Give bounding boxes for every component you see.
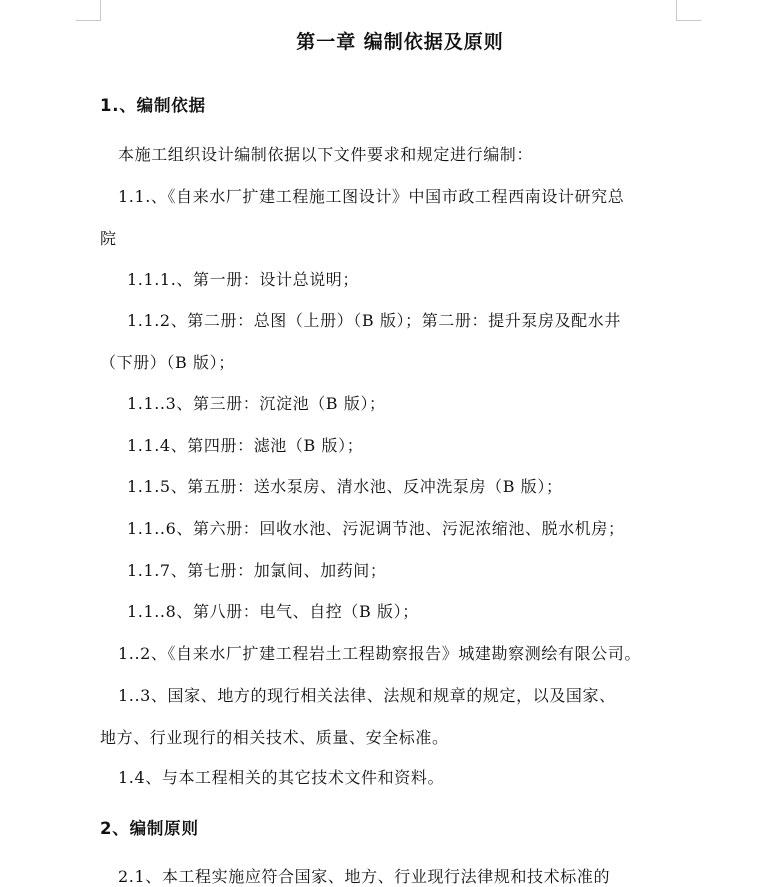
paragraph-2-1-partial: 2.1、本工程实施应符合国家、地方、行业现行法律规和技术标准的 bbox=[118, 867, 611, 886]
chapter-title: 第一章 编制依据及原则 bbox=[296, 31, 504, 53]
paragraph-1-3-line1: 1..3、国家、地方的现行相关法律、法规和规章的规定，以及国家、 bbox=[118, 686, 616, 705]
paragraph-1-1-3: 1.1..3、第三册：沉淀池（B 版）； bbox=[127, 394, 386, 413]
paragraph-1-1-2-line2: （下册）（B 版）； bbox=[100, 353, 235, 372]
paragraph-1-1-4: 1.1.4、第四册：滤池（B 版）； bbox=[127, 436, 364, 455]
paragraph-1-1-8: 1.1..8、第八册：电气、自控（B 版）； bbox=[127, 602, 419, 621]
paragraph-1-3-line2: 地方、行业现行的相关技术、质量、安全标准。 bbox=[100, 728, 449, 747]
paragraph-1-1-1: 1.1.1.、第一册：设计总说明； bbox=[127, 270, 359, 289]
paragraph-intro: 本施工组织设计编制依据以下文件要求和规定进行编制： bbox=[118, 145, 534, 164]
paragraph-1-1-line1: 1.1.、《自来水厂扩建工程施工图设计》中国市政工程西南设计研究总 bbox=[118, 187, 625, 206]
paragraph-1-1-5: 1.1.5、第五册：送水泵房、清水池、反冲洗泵房（B 版）； bbox=[127, 477, 563, 496]
paragraph-1-1-line2: 院 bbox=[100, 229, 117, 248]
paragraph-1-1-7: 1.1.7、第七册：加氯间、加药间； bbox=[127, 561, 387, 580]
paragraph-1-4: 1.4、与本工程相关的其它技术文件和资料。 bbox=[118, 768, 445, 787]
paragraph-1-1-6: 1.1..6、第六册：回收水池、污泥调节池、污泥浓缩池、脱水机房； bbox=[127, 519, 625, 538]
section-heading-basis: 1.、编制依据 bbox=[100, 96, 206, 115]
paragraph-1-2: 1..2、《自来水厂扩建工程岩土工程勘察报告》城建勘察测绘有限公司。 bbox=[118, 644, 641, 663]
section-heading-principles: 2、编制原则 bbox=[100, 819, 199, 838]
crop-mark-top-left bbox=[76, 0, 101, 21]
paragraph-1-1-2-line1: 1.1.2、第二册：总图（上册）（B 版）；第二册：提升泵房及配水井 bbox=[127, 311, 621, 330]
crop-mark-top-right bbox=[676, 0, 701, 21]
